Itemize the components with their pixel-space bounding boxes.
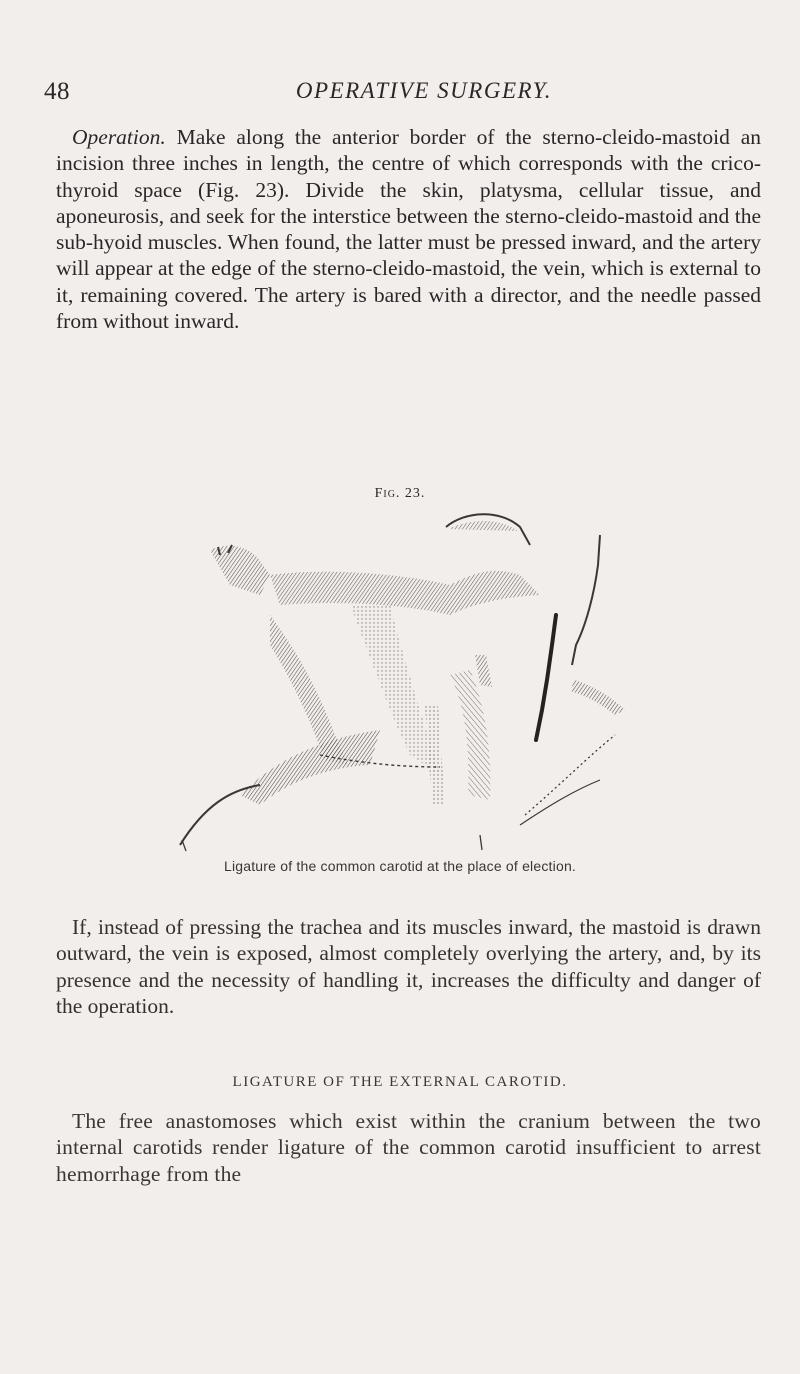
- running-title: OPERATIVE SURGERY.: [295, 78, 553, 103]
- paragraph-lead: Operation.: [72, 125, 166, 149]
- paragraph-external-carotid: The free anastomoses which exist within the cranium between the two internal carotids render ligature of the common carotid insufficient to arrest hemorrhage from the: [56, 1109, 761, 1186]
- paragraph-operation: [56, 124, 761, 334]
- ligature-needle: [536, 615, 556, 740]
- figure-caption: Ligature of the common carotid at the place of election.: [223, 858, 577, 874]
- muscle-band-upper: [270, 571, 540, 615]
- right-muscle-band: [570, 680, 625, 715]
- running-head: [44, 78, 764, 110]
- lower-left-muscle: [240, 730, 380, 805]
- paragraph-body: Make along the anterior border of the sterno-cleido-mastoid an incision three inches in length, the centre of which corresponds with the crico-thyroid space (Fig. 23). Divide the skin, platysma, cellular tissue, and aponeurosis, and seek for the interstice between the sterno-cleido-mastoid and the sub-hyoid muscles. When found, the latter must be pressed inward, and the artery will appear at the edge of the sterno-cleido-mastoid, the vein, which is external to it, remaining covered. The artery is bared with a director, and the needle passed from without inward.: [56, 125, 761, 334]
- section-heading: LIGATURE OF THE EXTERNAL CAROTID.: [232, 1074, 568, 1090]
- paragraph-vein: If, instead of pressing the trachea and its muscles inward, the mastoid is drawn outward, the vein is exposed, almost completely overlying the artery, and, by its presence and the necessity of handling it, increases the difficulty and danger of the operation.: [56, 915, 761, 1018]
- neck-right-contour: [572, 535, 600, 665]
- anatomical-illustration: [120, 505, 720, 855]
- page-number: 48: [44, 78, 70, 105]
- trachea-shading: [450, 670, 490, 800]
- figure-label: Fig. 23.: [374, 486, 426, 501]
